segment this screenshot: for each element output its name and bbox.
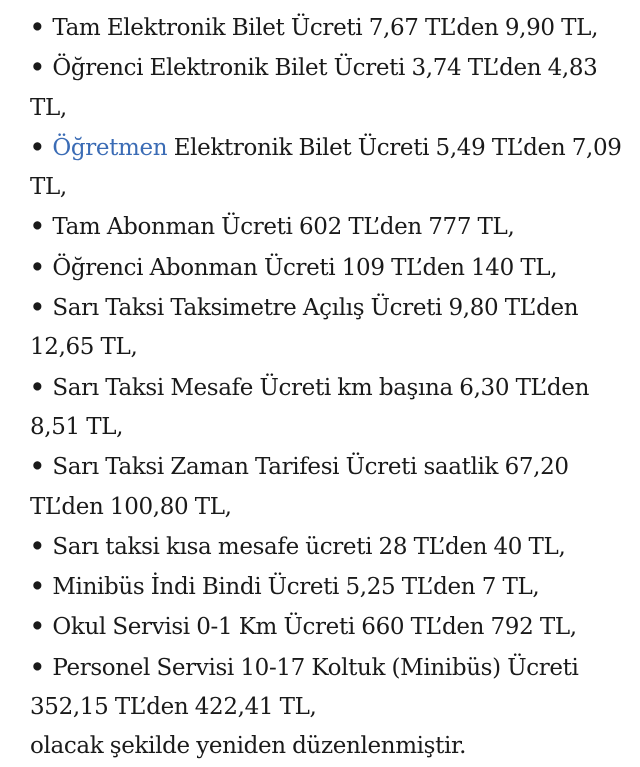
fare-item-text: Sarı Taksi Zaman Tarifesi Ücreti saatlik 67,20 TL’den 100,80 TL,: [30, 454, 569, 520]
fare-item-text: Tam Elektronik Bilet Ücreti 7,67 TL’den 9,90 TL,: [52, 15, 599, 41]
bullet-icon: •: [30, 453, 45, 481]
fare-item: [30, 128, 630, 208]
fare-item: [30, 607, 630, 647]
bullet-icon: •: [30, 573, 45, 601]
fare-item: [30, 368, 630, 448]
bullet-icon: •: [30, 54, 45, 82]
bullet-icon: •: [30, 613, 45, 641]
bullet-icon: •: [30, 133, 45, 161]
bullet-icon: •: [30, 213, 45, 241]
fare-item: [30, 447, 630, 527]
fare-item-text: Personel Servisi 10-17 Koltuk (Minibüs) Ücreti 352,15 TL’den 422,41 TL,: [30, 654, 579, 721]
bullet-icon: •: [30, 294, 45, 322]
clipped-previous-line: [30, 0, 630, 4]
bullet-icon: •: [30, 532, 45, 560]
fare-item: [30, 48, 630, 128]
fare-item-text: Öğrenci Elektronik Bilet Ücreti 3,74 TL’den 4,83 TL,: [30, 55, 598, 121]
fare-item-text: Tam Abonman Ücreti 602 TL’den 777 TL,: [52, 214, 515, 241]
ogretmen-link[interactable]: Öğretmen: [52, 134, 168, 161]
fare-item-text: Sarı Taksi Mesafe Ücreti km başına 6,30 TL’den 8,51 TL,: [30, 374, 590, 440]
fare-item-text: Öğrenci Abonman Ücreti 109 TL’den 140 TL,: [52, 254, 558, 281]
fare-item-text: Sarı taksi kısa mesafe ücreti 28 TL’den 40 TL,: [52, 533, 566, 560]
fare-item: [30, 8, 630, 48]
fare-item-text: Sarı Taksi Taksimetre Açılış Ücreti 9,80 TL’den 12,65 TL,: [30, 295, 579, 361]
closing-sentence: olacak şekilde yeniden düzenlenmiştir.: [30, 733, 467, 760]
bullet-icon: •: [30, 653, 45, 681]
fare-item-text: Okul Servisi 0-1 Km Ücreti 660 TL’den 792 TL,: [52, 614, 577, 641]
fare-item: [30, 527, 630, 567]
fare-item: [30, 288, 630, 368]
bullet-icon: •: [30, 253, 45, 281]
fare-item: [30, 248, 630, 288]
fare-item: [30, 207, 630, 247]
bullet-icon: •: [30, 373, 45, 401]
fare-item-text: Elektronik Bilet Ücreti 5,49 TL’den 7,09 TL,: [30, 134, 622, 201]
bullet-icon: •: [30, 14, 45, 41]
fare-item-text: Minibüs İndi Bindi Ücreti 5,25 TL’den 7 TL,: [52, 574, 540, 601]
fare-item: [30, 648, 630, 728]
article-body: [30, 0, 630, 767]
fare-item: [30, 567, 630, 607]
